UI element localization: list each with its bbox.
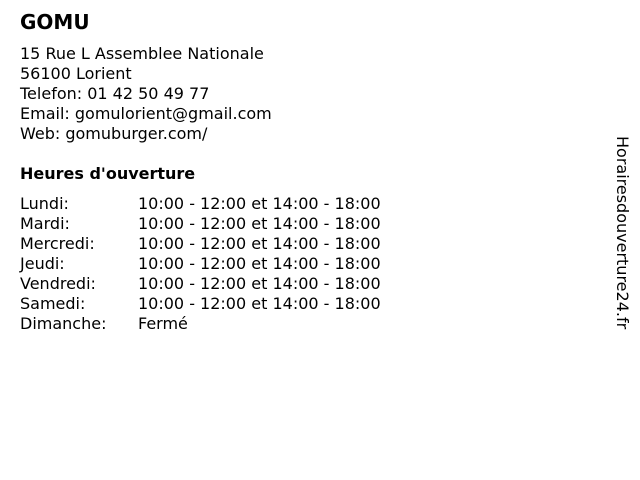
phone-number: Telefon: 01 42 50 49 77 xyxy=(20,84,210,103)
hours-row-lundi xyxy=(20,194,381,214)
address-street: 15 Rue L Assemblee Nationale xyxy=(20,44,264,63)
day-label: Samedi: xyxy=(20,294,86,313)
hours-row-dimanche xyxy=(20,314,381,334)
day-hours: 10:00 - 12:00 et 14:00 - 18:00 xyxy=(138,274,381,293)
hours-row-jeudi xyxy=(20,254,381,274)
day-hours: 10:00 - 12:00 et 14:00 - 18:00 xyxy=(138,294,381,313)
email-address: Email: gomulorient@gmail.com xyxy=(20,104,272,123)
hours-table xyxy=(20,194,381,334)
hours-row-mercredi xyxy=(20,234,381,254)
hours-row-mardi xyxy=(20,214,381,234)
hours-row-samedi xyxy=(20,294,381,314)
contact-block xyxy=(20,44,272,144)
day-label: Mercredi: xyxy=(20,234,95,253)
day-label: Dimanche: xyxy=(20,314,107,333)
day-label: Vendredi: xyxy=(20,274,96,293)
hours-heading: Heures d'ouverture xyxy=(20,164,196,183)
day-hours: 10:00 - 12:00 et 14:00 - 18:00 xyxy=(138,214,381,233)
business-name: GOMU xyxy=(20,10,90,34)
address-city: 56100 Lorient xyxy=(20,64,132,83)
website: Web: gomuburger.com/ xyxy=(20,124,208,143)
day-label: Lundi: xyxy=(20,194,69,213)
site-watermark: Horairesdouverture24.fr xyxy=(613,136,632,330)
hours-row-vendredi xyxy=(20,274,381,294)
day-label: Jeudi: xyxy=(20,254,65,273)
day-hours: Fermé xyxy=(138,314,188,333)
day-hours: 10:00 - 12:00 et 14:00 - 18:00 xyxy=(138,254,381,273)
day-hours: 10:00 - 12:00 et 14:00 - 18:00 xyxy=(138,234,381,253)
day-hours: 10:00 - 12:00 et 14:00 - 18:00 xyxy=(138,194,381,213)
day-label: Mardi: xyxy=(20,214,70,233)
